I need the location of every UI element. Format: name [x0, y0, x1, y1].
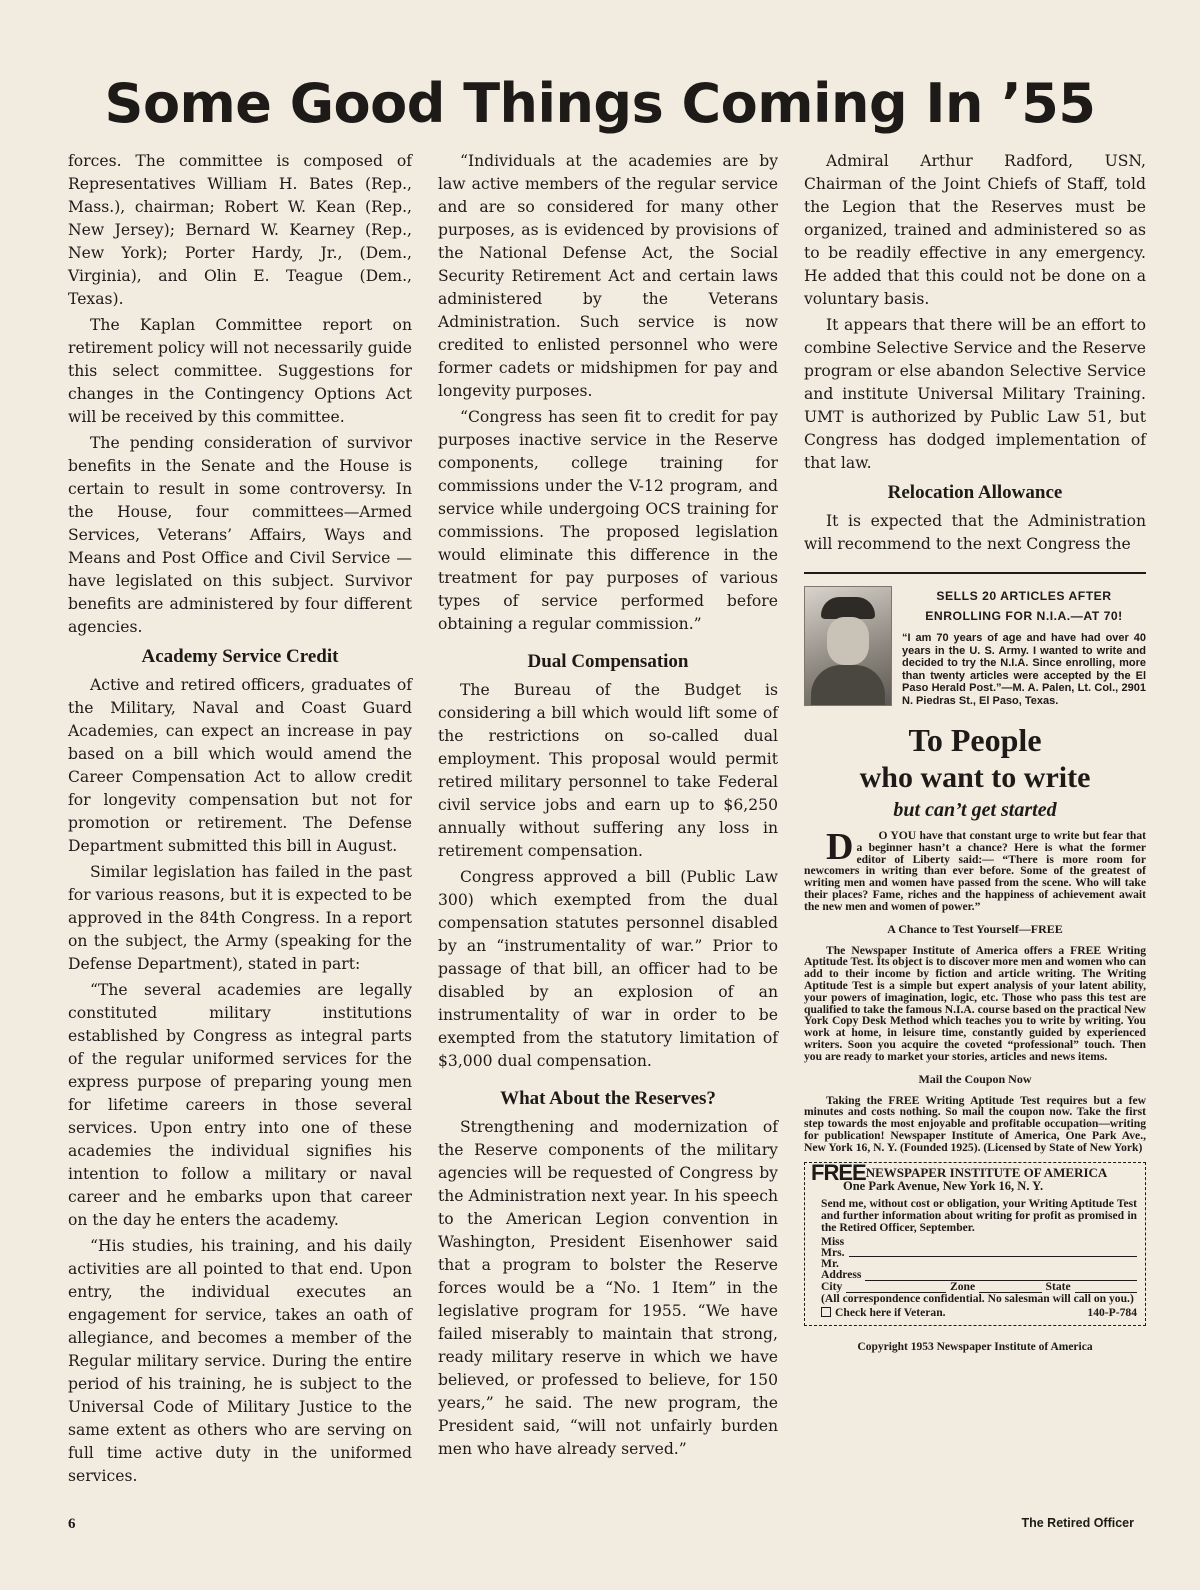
paragraph: It is expected that the Administration will recommend to the next Congress the — [804, 512, 1146, 553]
paragraph: Similar legislation has failed in the past for various reasons, but it is expected to be approved in the 84th Congress. In a report on the subject, the Army (speaking for the Defense Department), stated in part: — [68, 863, 412, 973]
free-label: FREE — [811, 1159, 866, 1185]
column-1 — [68, 150, 412, 1491]
name-field[interactable]: Miss Mrs. Mr. — [821, 1236, 1137, 1269]
advertisement — [804, 586, 1146, 1359]
ad-subheading: Mail the Coupon Now — [918, 1071, 1032, 1086]
ad-body: D O YOU have that constant urge to write but fear that a beginner hasn’t a chance? Here is what the former editor of Liberty said:— “There is more room for newcomers in writing than ever before. Some of the greatest of writing men and women have passed from the scene. Who will take their places? Fame, riches and the happiness of achievement await the new men and women of power.” — [804, 826, 1146, 913]
publication-name: The Retired Officer — [1021, 1516, 1134, 1530]
testimonial-headline: SELLS 20 ARTICLES AFTER — [936, 589, 1112, 603]
coupon-text: Send me, without cost or obligation, your Writing Aptitude Test and further information about writing for profit as promised in the Retired Officer, September. — [821, 1196, 1137, 1234]
paragraph: “Congress has seen fit to credit for pay purposes inactive service in the Reserve components, college training for commissions under the V-12 program, and service while undergoing OCS training for commissions. The proposed legislation would eliminate this difference in the treatment for pay purposes of various types of service performed before obtaining a regular commission.” — [438, 408, 778, 633]
page-number: 6 — [68, 1516, 76, 1532]
coupon-confidential: (All correspondence confidential. No salesman will call on you.) — [821, 1291, 1134, 1305]
coupon — [804, 1159, 1146, 1326]
testimonial-quote: “I am 70 years of age and have had over 40 years in the U. S. Army. I wanted to write and decided to try the N.I.A. Since enrolling, more than twenty articles were accepted by the El Paso Herald Post.”—M. A. Palen, Lt. Col., 2901 N. Piedras St., El Paso, Texas. — [902, 632, 1146, 707]
page-title: Some Good Things Coming In ’55 — [104, 72, 1096, 135]
paragraph: “His studies, his training, and his daily activities are all pointed to that end. Upon entry, the individual executes an engagement for service, takes an oath of allegiance, and becomes a member of the Regular military service. During the entire period of his training, he is subject to the Universal Code of Military Justice to the same extent as others who are serving on full time active duty in the uniformed services. — [68, 1237, 412, 1485]
coupon-code: 140-P-784 — [1087, 1305, 1137, 1319]
paragraph: Admiral Arthur Radford, USN, Chairman of the Joint Chiefs of Staff, told the Legion that the Reserves must be organized, trained and administered so as to be readily effective in any emergency. He added that this could not be done on a voluntary basis. — [804, 152, 1146, 308]
paragraph: Active and retired officers, graduates of the Military, Naval and Coast Guard Academies, can expect an increase in pay based on a bill which would amend the Career Compensation Act to allow credit for longevity compensation but not for promotion or retirement. The Defense Department submitted this bill in August. — [68, 676, 412, 855]
paragraph: forces. The committee is composed of Representatives William H. Bates (Rep., Mass.), chairman; Robert W. Kean (Rep., New Jersey); Bernard W. Kearney (Rep., New York); Porter Hardy, Jr., (Dem., Virginia), and Olin E. Teague (Dem., Texas). — [68, 152, 412, 308]
testimonial-headline: ENROLLING FOR N.I.A.—AT 70! — [925, 609, 1123, 623]
coupon-address: One Park Avenue, New York 16, N. Y. — [843, 1178, 1044, 1193]
checkbox-icon — [821, 1307, 831, 1317]
ad-subtitle: but can’t get started — [893, 799, 1057, 821]
paragraph: It appears that there will be an effort to combine Selective Service and the Reserve program or else abandon Selective Service and institute Universal Military Training. UMT is authorized by Public Law 51, but Congress has dodged implementation of that law. — [804, 316, 1146, 472]
paragraph: Congress approved a bill (Public Law 300) which exempted from the dual compensation statutes personnel disabled by an “instrumentality of war.” Prior to passage of that bill, an officer had to be disabled by an explosion of an instrumentality of war in order to be exempted from the statutory limitation of $3,000 dual compensation. — [438, 868, 778, 1070]
city-zone-state-field[interactable]: City Zone State — [821, 1281, 1137, 1293]
section-heading: What About the Reserves? — [500, 1088, 716, 1109]
paragraph: “The several academies are legally constituted military institutions established by Congress as integral parts of the regular uniformed services for the express purpose of preparing young men for lifetime careers in those several services. Upon entry into one of these academies the individual signifies his intention to follow a military or naval career and he embarks upon that career on the day he enters the academy. — [68, 981, 412, 1229]
divider — [804, 572, 1146, 574]
ad-title: who want to write — [859, 761, 1091, 794]
paragraph: The pending consideration of survivor benefits in the Senate and the House is certain to result in some controversy. In the House, four committees—Armed Services, Veterans’ Affairs, Ways and Means and Post Office and Civil Service —have legislated on this subject. Survivor benefits are administered by four different agencies. — [68, 434, 412, 636]
ad-body: Taking the FREE Writing Aptitude Test requires but a few minutes and costs nothing. So mail the coupon now. Take the first step towards the most enjoyable and profitable occupation—writing for publication! Newspaper Institute of America, One Park Ave., New York 16, N. Y. (Founded 1925). (Licensed by State of New York) — [804, 1093, 1146, 1154]
paragraph: “Individuals at the academies are by law active members of the regular service and are so considered for many other purposes, as is evidenced by provisions of the National Defense Act, the Social Security Retirement Act and certain laws administered by the Veterans Administration. Such service is now credited to enlisted personnel who were former cadets or midshipmen for pay and longevity purposes. — [438, 152, 778, 400]
section-heading: Relocation Allowance — [887, 482, 1063, 503]
section-heading: Academy Service Credit — [141, 646, 339, 667]
officer-photo — [804, 586, 892, 706]
ad-body: The Newspaper Institute of America offers a FREE Writing Aptitude Test. Its object is to discover more men and women who can add to their income by fiction and article writing. The Writing Aptitude Test is a simple but expert analysis of your latent ability, your powers of imagination, logic, etc. Those who pass this test are qualified to take the famous N.I.A. course based on the practical New York Copy Desk Method which teaches you to write by writing. You work at home, in leisure time, constantly guided by experienced writers. Soon you acquire the coveted “professional” touch. Then you are ready to market your stories, articles and news items. — [804, 943, 1146, 1063]
address-field[interactable]: Address — [821, 1269, 1137, 1281]
veteran-checkbox[interactable]: Check here if Veteran. — [821, 1307, 946, 1319]
copyright: Copyright 1953 Newspaper Institute of America — [857, 1340, 1093, 1353]
paragraph: Strengthening and modernization of the Reserve components of the military agencies will be requested of Congress by the Administration next year. In his speech to the American Legion convention in Washington, President Eisenhower said that a program to bolster the Reserve forces would be a “No. 1 Item” in the legislative program for 1955. “We have failed miserably to maintain that strong, ready military reserve in which we have believed, or professed to believe, for 150 years,” he said. The new program, the President said, “will not unfairly burden men who have already served.” — [438, 1118, 778, 1458]
column-3 — [804, 150, 1146, 1359]
column-2 — [438, 150, 778, 1464]
ad-subheading: A Chance to Test Yourself—FREE — [887, 921, 1063, 936]
ad-title: To People — [908, 722, 1042, 758]
section-heading: Dual Compensation — [527, 651, 689, 672]
testimonial — [804, 586, 1146, 707]
paragraph: The Kaplan Committee report on retirement policy will not necessarily guide this select committee. Suggestions for changes in the Contingency Options Act will be received by this committee. — [68, 316, 412, 426]
paragraph: The Bureau of the Budget is considering a bill which would lift some of the restrictions on so-called dual employment. This proposal would permit retired military personnel to take Federal civil service jobs and earn up to $6,250 annually without suffering any loss in retirement compensation. — [438, 681, 778, 860]
coupon-org: NEWSPAPER INSTITUTE OF AMERICA — [865, 1164, 1108, 1180]
drop-cap: D — [826, 826, 854, 868]
